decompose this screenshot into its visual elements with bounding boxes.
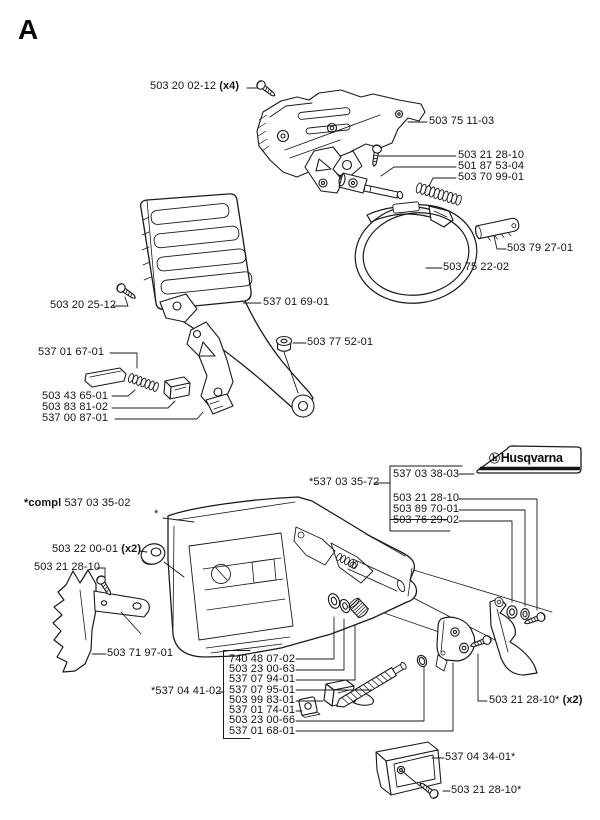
- part-side-plate-cover: [376, 742, 441, 795]
- callout-503-22-00-01: 503 22 00-01 (x2): [52, 543, 142, 555]
- part-brake-band: [349, 197, 483, 311]
- callout-537-00-87-01: 537 00 87-01: [42, 412, 109, 424]
- callout-503-43-65-01: 503 43 65-01: [42, 390, 109, 402]
- callout-503-89-70-01: 503 89 70-01: [393, 503, 460, 515]
- callout-501-87-53-04: 501 87 53-04: [458, 160, 525, 172]
- parts-list-item: 537 07 95-01: [229, 684, 296, 696]
- part-square-nut: [299, 696, 320, 718]
- callout-503-20-02-12: 503 20 02-12 (x4): [150, 80, 240, 92]
- callout-503-76-29-02: 503 76 29-02: [393, 514, 460, 526]
- callout-compl-537-03-35-02: *compl 537 03 35-02: [24, 497, 131, 509]
- callout-503-79-27-01: 503 79 27-01: [507, 242, 574, 254]
- callout-537-04-41-02: *537 04 41-02: [151, 685, 222, 697]
- part-latch-block: [164, 377, 190, 399]
- callout-503-21-28-10-x2: 503 21 28-10* (x2): [489, 694, 583, 706]
- callout-503-21-28-10-b: 503 21 28-10: [393, 492, 460, 504]
- husqvarna-crown-icon: ⓗ: [489, 453, 500, 465]
- callout-503-21-28-10-a: 503 21 28-10: [458, 149, 525, 161]
- callout-503-20-25-12: 503 20 25-12: [50, 299, 117, 311]
- parts-list-item: 740 48 07-02: [229, 653, 296, 665]
- parts-list-item: 537 01 74-01: [229, 704, 296, 716]
- page-title: A: [18, 14, 39, 45]
- husqvarna-logo: [489, 450, 563, 466]
- callout-503-70-99-01: 503 70 99-01: [458, 171, 525, 183]
- callout-503-75-22-02: 503 75 22-02: [443, 261, 510, 273]
- callout-537-01-69-01: 537 01 69-01: [263, 296, 330, 308]
- part-damper-bushing: [277, 337, 292, 352]
- callout-537-03-38-03: 537 03 38-03: [393, 468, 460, 480]
- parts-list-item: 503 23 00-66: [229, 714, 296, 726]
- part-clutch-cover: [168, 497, 416, 657]
- callout-537-03-35-72: *537 03 35-72: [309, 476, 380, 488]
- callout-503-75-11-03: 503 75 11-03: [429, 115, 495, 127]
- parts-list-item: 537 07 94-01: [229, 673, 296, 685]
- part-knob-cylinder: [474, 217, 520, 243]
- part-latch-clip: [85, 368, 126, 387]
- parts-list-item: 537 01 68-01: [229, 725, 296, 737]
- parts-list-item: 503 99 83-01: [229, 694, 296, 706]
- part-tensioner-cover: [436, 617, 475, 671]
- callout-503-21-28-10-c: 503 21 28-10: [34, 561, 101, 573]
- callout-503-71-97-01: 503 71 97-01: [107, 647, 174, 659]
- callout-537-01-67-01: 537 01 67-01: [38, 346, 105, 358]
- part-rubber-grommet: [138, 541, 167, 567]
- part-o-ring: [416, 654, 429, 668]
- part-brake-spring: [415, 182, 462, 205]
- callout-503-77-52-01: 503 77 52-01: [307, 336, 374, 348]
- callout-asterisk-marker: *: [154, 508, 159, 520]
- part-brake-cover-plate: [257, 90, 425, 179]
- part-latch-spring: [127, 373, 159, 392]
- callout-503-21-28-10-d: 503 21 28-10*: [451, 784, 522, 796]
- parts-list-item: 503 23 00-63: [229, 663, 296, 675]
- part-cover-fasteners: [507, 606, 529, 620]
- husqvarna-wordmark: Husqvarna: [500, 451, 563, 465]
- callout-537-04-34-01: 537 04 34-01*: [445, 751, 516, 763]
- callout-503-83-81-02: 503 83 81-02: [42, 401, 109, 413]
